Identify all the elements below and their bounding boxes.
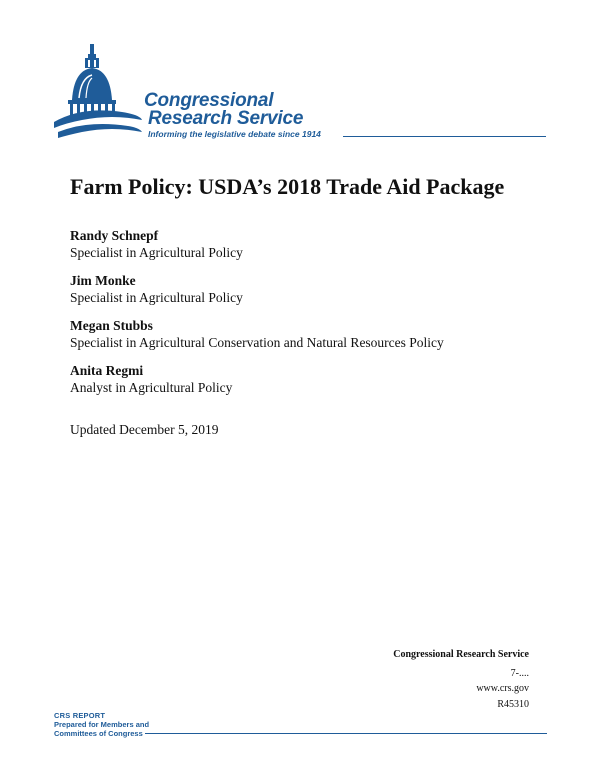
crs-report-block (54, 711, 149, 738)
crs-logo (52, 42, 552, 146)
author-name: Jim Monke (70, 273, 136, 288)
footer-rule (145, 733, 547, 734)
report-number: 7-.... (510, 667, 529, 679)
crs-org-name: Congressional Research Service (393, 649, 529, 660)
author-entry (70, 318, 550, 351)
author-name: Randy Schnepf (70, 228, 159, 243)
crs-info (393, 647, 529, 712)
prepared-for-line-2: Committees of Congress (54, 729, 143, 738)
author-role: Specialist in Agricultural Conservation and Natural Resources Policy (70, 335, 444, 350)
author-entry (70, 363, 550, 396)
report-title: Farm Policy: USDA’s 2018 Trade Aid Package (70, 174, 505, 199)
crs-website: www.crs.gov (476, 683, 529, 694)
author-role: Specialist in Agricultural Policy (70, 290, 243, 305)
author-name: Megan Stubbs (70, 318, 153, 333)
tagline-rule (343, 136, 546, 137)
author-role: Specialist in Agricultural Policy (70, 245, 243, 260)
author-name: Anita Regmi (70, 363, 144, 378)
report-id: R45310 (497, 698, 529, 710)
prepared-for-line-1: Prepared for Members and (54, 720, 150, 729)
brand-line-1: Congressional (144, 90, 274, 111)
author-list (70, 228, 550, 408)
updated-date: Updated December 5, 2019 (70, 422, 219, 437)
brand-name (144, 92, 303, 128)
brand-line-2: Research Service (148, 108, 304, 129)
author-role: Analyst in Agricultural Policy (70, 380, 233, 395)
author-entry (70, 273, 550, 306)
capitol-dome-icon (52, 42, 144, 146)
tagline: Informing the legislative debate since 1914 (148, 129, 321, 139)
crs-report-label: CRS REPORT (54, 711, 106, 720)
author-entry (70, 228, 550, 261)
